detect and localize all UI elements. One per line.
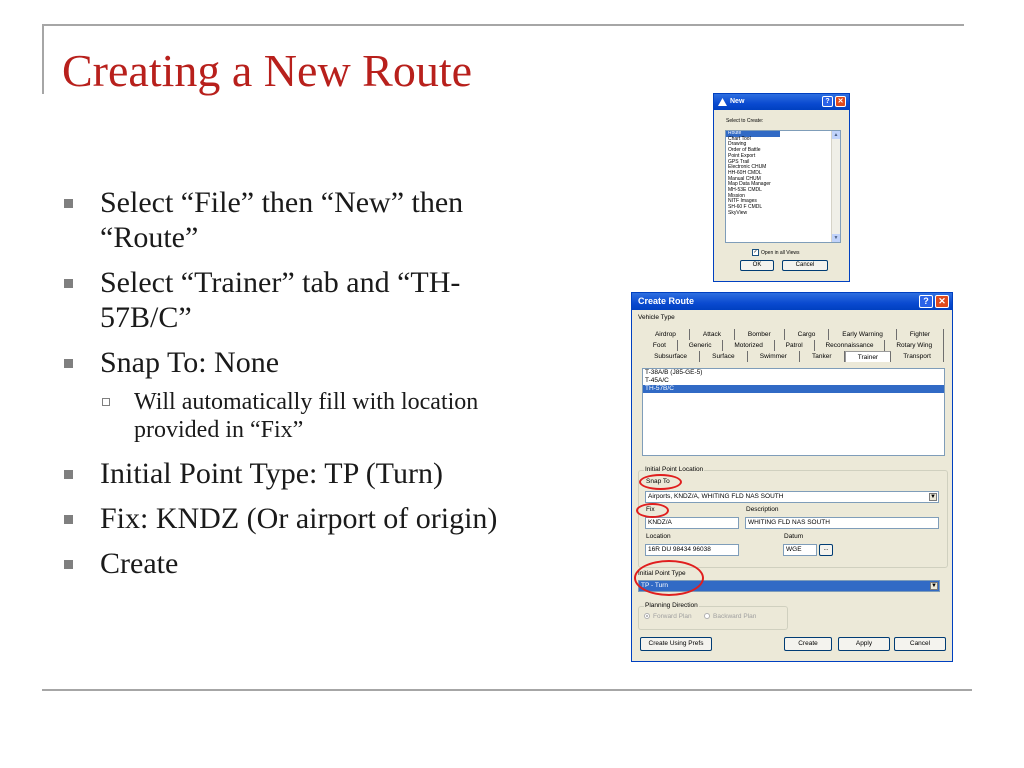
scroll-down-arrow-icon[interactable]: ▼ bbox=[833, 235, 839, 241]
datum-input[interactable]: WGE bbox=[783, 544, 817, 556]
tab-fighter[interactable]: Fighter bbox=[897, 329, 944, 340]
help-button[interactable]: ? bbox=[822, 96, 833, 107]
create-type-list[interactable] bbox=[725, 130, 841, 243]
vehicle-list[interactable] bbox=[642, 368, 945, 456]
tab-motorized[interactable]: Motorized bbox=[723, 340, 774, 351]
backward-plan-radio[interactable] bbox=[704, 613, 756, 620]
tab-early-warning[interactable]: Early Warning bbox=[829, 329, 897, 340]
list-item[interactable]: Order of Battle bbox=[728, 147, 761, 154]
select-to-create-label: Select to Create: bbox=[726, 118, 764, 124]
cancel-button[interactable]: Cancel bbox=[782, 260, 828, 271]
bullet-text: Initial Point Type: TP (Turn) bbox=[100, 457, 443, 490]
tab-airdrop[interactable]: Airdrop bbox=[642, 329, 690, 340]
fix-input[interactable]: KNDZ/A bbox=[645, 517, 739, 529]
planning-direction-label: Planning Direction bbox=[645, 602, 698, 609]
tab-row bbox=[642, 329, 944, 340]
radio-selected-icon bbox=[644, 613, 650, 619]
forward-plan-label: Forward Plan bbox=[653, 613, 692, 620]
tab-cargo[interactable]: Cargo bbox=[785, 329, 830, 340]
slide-frame-bottom-line bbox=[42, 689, 972, 691]
bullet-marker bbox=[64, 199, 73, 208]
bullet-text: Create bbox=[100, 547, 179, 580]
bullet-text: Select “File” then “New” then “Route” bbox=[100, 186, 464, 254]
new-dialog-titlebar[interactable] bbox=[714, 94, 849, 110]
fix-label: Fix bbox=[646, 506, 655, 513]
backward-plan-label: Backward Plan bbox=[713, 613, 757, 620]
list-item[interactable]: MH-53E CMDL bbox=[728, 187, 762, 194]
bullet-marker bbox=[64, 560, 73, 569]
description-input[interactable]: WHITING FLD NAS SOUTH bbox=[745, 517, 939, 529]
create-route-title: Create Route bbox=[638, 296, 695, 306]
bullet-item bbox=[62, 185, 532, 255]
scroll-up-arrow-icon[interactable]: ▲ bbox=[833, 132, 839, 138]
datum-label: Datum bbox=[784, 533, 804, 540]
open-in-all-views-checkbox[interactable] bbox=[752, 249, 800, 256]
fix-highlight-oval bbox=[636, 503, 669, 518]
list-item[interactable]: TH-57B/C bbox=[643, 385, 944, 393]
close-button[interactable]: ✕ bbox=[835, 96, 846, 107]
forward-plan-radio[interactable] bbox=[644, 613, 692, 620]
tab-foot[interactable]: Foot bbox=[642, 340, 678, 351]
close-button[interactable]: ✕ bbox=[935, 295, 949, 308]
list-item[interactable]: Map Data Manager bbox=[728, 181, 771, 188]
snap-to-highlight-oval bbox=[639, 474, 682, 490]
vertical-scrollbar[interactable] bbox=[831, 131, 840, 242]
tab-transport[interactable]: Transport bbox=[891, 351, 944, 362]
vehicle-type-label: Vehicle Type bbox=[638, 314, 675, 321]
checkmark-icon: ✓ bbox=[753, 249, 758, 255]
initial-point-type-label: Initial Point Type bbox=[638, 570, 686, 577]
tab-subsurface[interactable]: Subsurface bbox=[642, 351, 700, 362]
description-label: Description bbox=[746, 506, 779, 513]
ok-button[interactable]: OK bbox=[740, 260, 774, 271]
list-item[interactable]: NITF Images bbox=[728, 198, 757, 205]
tab-attack[interactable]: Attack bbox=[690, 329, 735, 340]
snap-to-label: Snap To bbox=[646, 478, 670, 485]
tab-tanker[interactable]: Tanker bbox=[800, 351, 845, 362]
sub-bullet-item bbox=[62, 388, 532, 444]
location-label: Location bbox=[646, 533, 671, 540]
bullet-item bbox=[62, 501, 532, 536]
new-dialog-title: New bbox=[730, 98, 745, 105]
list-item[interactable]: Electronic CHUM bbox=[728, 164, 767, 171]
slide-title: Creating a New Route bbox=[62, 45, 473, 96]
list-item[interactable]: Mission bbox=[728, 192, 745, 199]
sub-bullet-marker bbox=[102, 398, 110, 406]
list-item[interactable]: T-38A/B (J85-GE-5) bbox=[645, 369, 703, 376]
tab-patrol[interactable]: Patrol bbox=[775, 340, 815, 351]
list-item[interactable]: HH-60H CMDL bbox=[728, 169, 762, 176]
tab-bomber[interactable]: Bomber bbox=[735, 329, 785, 340]
tab-rotary-wing[interactable]: Rotary Wing bbox=[885, 340, 944, 351]
dropdown-arrow-icon[interactable]: ▼ bbox=[930, 494, 936, 500]
bullet-item bbox=[62, 546, 532, 581]
list-item[interactable]: T-45A/C bbox=[645, 377, 669, 384]
vehicle-type-tabs bbox=[642, 329, 944, 362]
new-window-icon bbox=[718, 98, 727, 106]
new-dialog bbox=[713, 93, 850, 282]
initial-point-type-highlight-oval bbox=[634, 560, 704, 596]
list-item[interactable]: SkyView bbox=[728, 209, 748, 216]
apply-button[interactable]: Apply bbox=[838, 637, 890, 651]
slide-frame-top-line bbox=[42, 24, 964, 26]
bullet-text: Fix: KNDZ (Or airport of origin) bbox=[100, 502, 498, 535]
tab-generic[interactable]: Generic bbox=[678, 340, 724, 351]
list-item[interactable]: Manual CHUM bbox=[728, 175, 761, 182]
slide-frame-left-line bbox=[42, 24, 44, 94]
initial-point-type-value: TP - Turn bbox=[641, 582, 668, 589]
tab-reconnaissance[interactable]: Reconnaissance bbox=[815, 340, 886, 351]
tab-row bbox=[642, 340, 944, 351]
radio-unselected-icon bbox=[704, 613, 710, 619]
checkbox-label: Open in all Views bbox=[761, 249, 800, 256]
tab-trainer[interactable]: Trainer bbox=[845, 351, 892, 362]
bullet-text: Select “Trainer” tab and “TH-57B/C” bbox=[100, 266, 461, 334]
snap-to-value: Airports, KNDZ/A, WHITING FLD NAS SOUTH bbox=[648, 493, 784, 500]
bullet-item bbox=[62, 265, 532, 335]
list-item[interactable]: GPS Trail bbox=[728, 158, 750, 165]
bullet-text: Snap To: None bbox=[100, 346, 280, 379]
list-item[interactable]: SH-60 F CMDL bbox=[728, 204, 763, 211]
bullet-marker bbox=[64, 470, 73, 479]
help-button[interactable]: ? bbox=[919, 295, 933, 308]
list-item[interactable]: Route bbox=[726, 131, 780, 137]
bullet-item bbox=[62, 456, 532, 491]
snap-to-select[interactable] bbox=[645, 491, 939, 503]
initial-point-location-label: Initial Point Location bbox=[645, 466, 704, 473]
create-route-titlebar[interactable] bbox=[632, 293, 952, 310]
sub-bullet-text: Will automatically fill with location provided in “Fix” bbox=[134, 389, 479, 443]
bullet-list bbox=[62, 185, 532, 591]
list-item[interactable]: Point Export bbox=[728, 152, 756, 159]
datum-browse-button[interactable]: ... bbox=[819, 544, 833, 556]
create-route-dialog bbox=[631, 292, 953, 662]
tab-swimmer[interactable]: Swimmer bbox=[748, 351, 800, 362]
bullet-marker bbox=[64, 279, 73, 288]
tab-row bbox=[642, 351, 944, 362]
create-using-prefs-button[interactable]: Create Using Prefs bbox=[640, 637, 712, 651]
tab-surface[interactable]: Surface bbox=[700, 351, 748, 362]
bullet-marker bbox=[64, 515, 73, 524]
cancel-button[interactable]: Cancel bbox=[894, 637, 946, 651]
list-item[interactable]: Drawing bbox=[728, 141, 747, 148]
bullet-item bbox=[62, 345, 532, 380]
create-button[interactable]: Create bbox=[784, 637, 832, 651]
bullet-marker bbox=[64, 359, 73, 368]
list-item[interactable]: Chart Tool bbox=[728, 135, 751, 142]
location-input[interactable]: 16R DU 98434 96038 bbox=[645, 544, 739, 556]
dropdown-arrow-icon[interactable]: ▼ bbox=[931, 583, 937, 589]
